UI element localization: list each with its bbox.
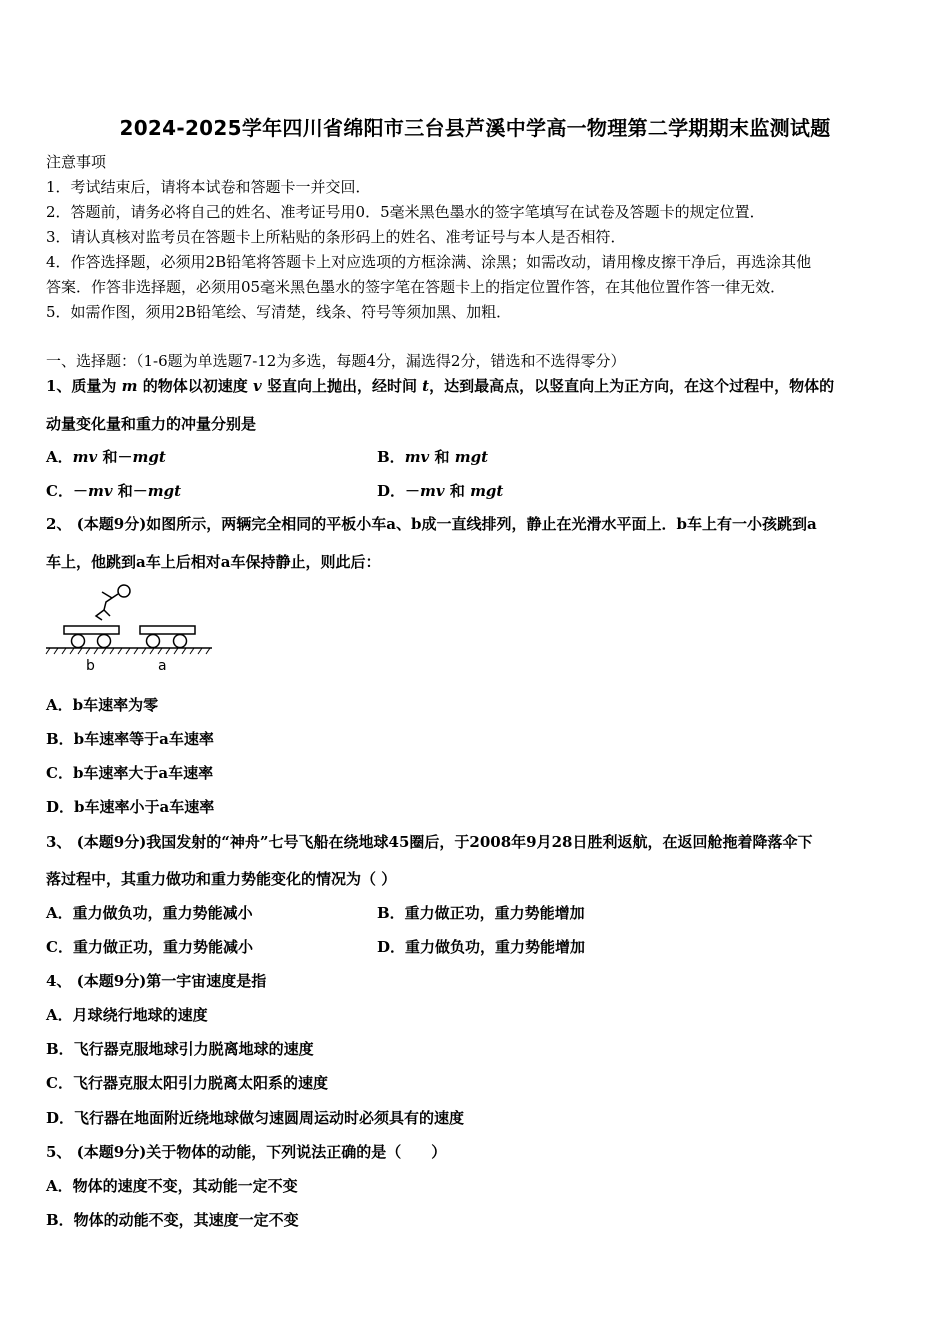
q1-option-d: [377, 481, 503, 501]
q2-option-d: D．b车速率小于a车速率: [46, 798, 215, 816]
page-title: 2024-2025学年四川省绵阳市三台县芦溪中学高一物理第二学期期末监测试题: [119, 116, 831, 140]
option-expr: mgt: [470, 482, 504, 500]
q2-option-a: A．b车速率为零: [46, 696, 159, 714]
notice-item: 答案．作答非选择题，必须用05毫米黑色墨水的签字笔在答题卡上的指定位置作答，在其他位置作答一律无效．: [46, 278, 786, 296]
q3-option-a: A．重力做负功，重力势能减小: [46, 904, 253, 922]
q5-option-a: A．物体的速度不变，其动能一定不变: [46, 1177, 298, 1195]
q1-option-c: [46, 481, 181, 501]
question-4-stem: 4、 (本题9分)第一宇宙速度是指: [46, 972, 267, 990]
notice-item: 2．答题前，请务必将自己的姓名、准考证号用0．5毫米黑色墨水的签字笔填写在试卷及答题卡的规定位置．: [46, 203, 765, 221]
q1-var-t: t: [422, 377, 430, 395]
notice-item: 1．考试结束后，请将本试卷和答题卡一并交回．: [46, 178, 371, 196]
q2-option-c: C．b车速率大于a车速率: [46, 764, 214, 782]
child-figure: [96, 585, 130, 620]
question-2-stem: 2、 (本题9分)如图所示，两辆完全相同的平板小车a、b成一直线排列，静止在光滑水平面上．b车上有一小孩跳到a: [46, 515, 817, 533]
q1-var-m: m: [121, 377, 138, 395]
q3-option-c: C．重力做正功，重力势能减小: [46, 938, 253, 956]
option-joiner: 和－: [112, 482, 148, 500]
question-2-stem-cont: 车上，他跳到a车上后相对a车保持静止，则此后：: [46, 553, 381, 571]
question-1-stem: [46, 376, 834, 396]
q1-text: 1、质量为: [46, 377, 122, 395]
option-label: C．－: [46, 482, 88, 500]
option-joiner: 和－: [97, 448, 133, 466]
option-expr: mv: [404, 448, 430, 466]
label-b: b: [86, 658, 95, 674]
label-a: a: [158, 658, 167, 674]
notice-heading: 注意事项: [46, 153, 107, 171]
option-joiner: 和: [429, 448, 455, 466]
q3-option-d: D．重力做负功，重力势能增加: [377, 938, 586, 956]
q1-var-v: v: [253, 377, 262, 395]
cart-b: [64, 626, 119, 648]
option-expr: mv: [87, 482, 113, 500]
option-expr: mgt: [147, 482, 182, 500]
option-joiner: 和: [444, 482, 471, 500]
section-heading: 一、选择题：（1-6题为单选题7-12为多选，每题4分，漏选得2分，错选和不选得零分）: [46, 352, 626, 370]
question-5-stem: 5、 (本题9分)关于物体的动能，下列说法正确的是（ ）: [46, 1143, 447, 1161]
q1-text: 的物体以初速度: [137, 377, 253, 395]
option-label: D．－: [377, 482, 421, 500]
option-expr: mv: [72, 448, 98, 466]
option-label: A．: [46, 448, 73, 466]
option-label: B．: [377, 448, 405, 466]
option-expr: mgt: [454, 448, 489, 466]
q4-option-b: B．飞行器克服地球引力脱离地球的速度: [46, 1040, 314, 1058]
q4-option-a: A．月球绕行地球的速度: [46, 1006, 208, 1024]
notice-item: 4．作答选择题，必须用2B铅笔将答题卡上对应选项的方框涂满、涂黑；如需改动，请用橡皮擦干净后，再选涂其他: [46, 253, 812, 271]
question-1-stem-cont: 动量变化量和重力的冲量分别是: [46, 415, 257, 433]
q3-option-b: B．重力做正功，重力势能增加: [377, 904, 585, 922]
notice-item: 5．如需作图，须用2B铅笔绘、写清楚，线条、符号等须加黑、加粗．: [46, 303, 512, 321]
option-expr: mv: [420, 482, 445, 500]
q1-text: 竖直向上抛出，经时间: [261, 377, 423, 395]
q1-option-b: [377, 447, 488, 467]
notice-item: 3．请认真核对监考员在答题卡上所粘贴的条形码上的姓名、准考证号与本人是否相符．: [46, 228, 626, 246]
q1-option-a: [46, 447, 166, 467]
q4-option-c: C．飞行器克服太阳引力脱离太阳系的速度: [46, 1074, 328, 1092]
cart-a: [140, 626, 195, 648]
option-expr: mgt: [132, 448, 166, 466]
question-3-stem-cont: 落过程中，其重力做功和重力势能变化的情况为（ ）: [46, 870, 397, 888]
carts-figure: [44, 580, 214, 675]
q5-option-b: B．物体的动能不变，其速度一定不变: [46, 1211, 299, 1229]
q1-text: ，达到最高点，以竖直向上为正方向，在这个过程中，物体的: [429, 377, 835, 395]
ground-hatching: [46, 648, 210, 654]
q4-option-d: D．飞行器在地面附近绕地球做匀速圆周运动时必须具有的速度: [46, 1109, 465, 1127]
q2-option-b: B．b车速率等于a车速率: [46, 730, 214, 748]
question-3-stem: 3、 (本题9分)我国发射的“神舟”七号飞船在绕地球45圈后，于2008年9月28日胜利返航，在返回舱拖着降落伞下: [46, 833, 813, 851]
